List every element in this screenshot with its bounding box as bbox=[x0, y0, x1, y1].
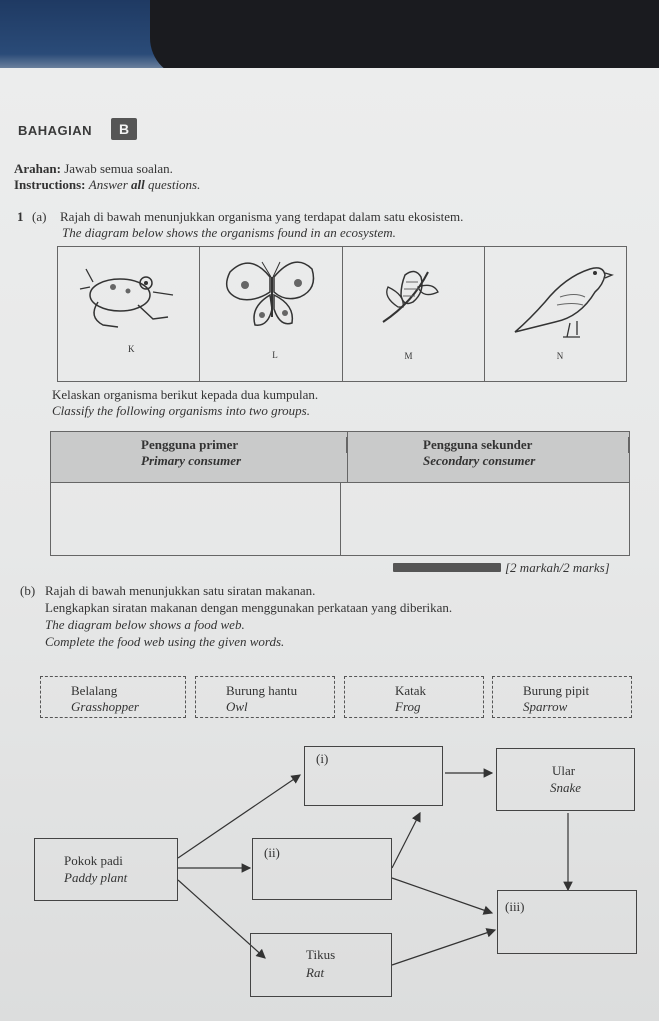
word-box-grasshopper: Belalang Grasshopper bbox=[40, 676, 186, 718]
paddy-malay: Pokok padi bbox=[64, 853, 123, 868]
organism-letter-n: N bbox=[556, 351, 564, 361]
snake-english: Snake bbox=[550, 780, 582, 795]
marks-label: [2 markah/2 marks] bbox=[505, 560, 610, 575]
question-1b-line2: Lengkapkan siratan makanan dengan menggunakan perkataan yang diberikan. bbox=[45, 600, 453, 615]
question-1a-malay: Rajah di bawah menunjukkan organisma yang terdapat dalam satu ekosistem. bbox=[60, 209, 464, 224]
header-primary-consumer: Pengguna primer Primary consumer bbox=[51, 432, 348, 482]
food-web-label-iii: (iii) bbox=[505, 899, 525, 914]
food-web-label-ii: (ii) bbox=[264, 845, 280, 860]
question-1b-line3: The diagram below shows a food web. bbox=[45, 617, 245, 632]
word-box-sparrow: Burung pipit Sparrow bbox=[492, 676, 632, 718]
food-web-label-i: (i) bbox=[316, 751, 329, 766]
question-1b-line4: Complete the food web using the given words. bbox=[45, 634, 285, 649]
rat-english: Rat bbox=[306, 965, 325, 980]
question-1b-part: (b) bbox=[20, 583, 36, 598]
organism-letter-l: L bbox=[272, 350, 278, 360]
section-badge: B bbox=[111, 118, 137, 140]
question-1a-english: The diagram below shows the organisms found in an ecosystem. bbox=[62, 225, 396, 240]
question-1a-part: (a) bbox=[32, 209, 47, 224]
arahan-line: Arahan: Jawab semua soalan. bbox=[14, 161, 173, 176]
question-number: 1 bbox=[17, 209, 24, 224]
word-box-owl: Burung hantu Owl bbox=[195, 676, 335, 718]
word-box-frog: Katak Frog bbox=[344, 676, 484, 718]
paddy-english: Paddy plant bbox=[64, 870, 128, 885]
header-secondary-consumer: Pengguna sekunder Secondary consumer bbox=[348, 432, 629, 482]
task-english: Classify the following organisms into two groups. bbox=[52, 403, 310, 418]
rat-malay: Tikus bbox=[306, 947, 336, 962]
snake-malay: Ular bbox=[552, 763, 576, 778]
worksheet-page bbox=[0, 68, 659, 1021]
background-device bbox=[150, 0, 659, 78]
organism-letter-k: K bbox=[128, 344, 135, 354]
task-malay: Kelaskan organisma berikut kepada dua kumpulan. bbox=[52, 387, 319, 402]
instructions-line: Instructions: Answer all questions. bbox=[14, 177, 201, 192]
organism-letter-m: M bbox=[404, 351, 413, 361]
question-1b-line1: Rajah di bawah menunjukkan satu siratan makanan. bbox=[45, 583, 316, 598]
section-label: BAHAGIAN bbox=[18, 123, 93, 138]
